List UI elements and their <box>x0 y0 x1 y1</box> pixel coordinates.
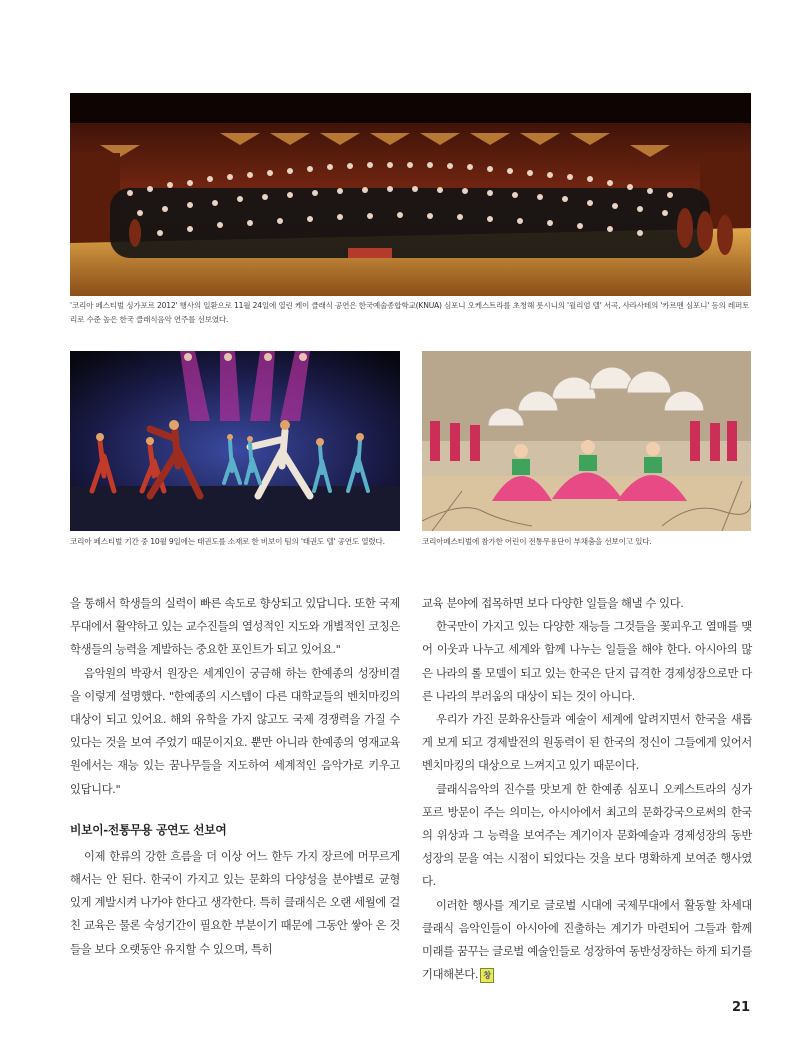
right-column <box>422 592 752 986</box>
right-paragraph-2: 한국만이 가지고 있는 다양한 재능들 그것들을 꽃피우고 열매를 맺어 이웃과 나누고 세계와 함께 나누는 일들을 해야 한다. 아시아의 많은 나라의 롤 모델이 되고 있는 한국은 단지 급격한 경제성장으로만 다른 나라의 부러움의 대상이 되는 것이 아니다. <box>422 620 752 703</box>
orchestra-photo <box>70 93 751 296</box>
end-mark-icon: 창 <box>480 968 494 983</box>
fan-dance-photo <box>422 351 751 531</box>
left-paragraph-1: 을 통해서 학생들의 실력이 빠른 속도로 향상되고 있답니다. 또한 국제무대에서 활약하고 있는 교수진들의 열성적인 지도와 개별적인 코칭은 학생들의 능력을 계발하는 중요한 포인트가 되고 있어요." <box>70 597 400 657</box>
right-paragraph-4: 클래식음악의 진수를 맛보게 한 한예종 심포니 오케스트라의 싱가포르 방문이 주는 의미는, 아시아에서 최고의 문화강국으로써의 한국의 위상과 그 능력을 보여주는 계기이자 문화예술과 경제성장의 동반성장의 문을 여는 시점이 되었다는 것을 보다 명확하게 보여준 행사였다. <box>422 782 752 889</box>
taekwondo-photo <box>70 351 400 531</box>
right-paragraph-5-text: 이러한 행사를 계기로 글로벌 시대에 국제무대에서 활동할 차세대 클래식 음악인들이 아시아에 진출하는 계기가 마련되어 그들과 함께 미래를 꿈꾸는 글로벌 예술인들로 성장하여 동반성장하는 하게 되기를 기대해본다. <box>422 898 752 982</box>
left-column <box>70 592 400 961</box>
right-paragraph-1: 교육 분야에 접목하면 보다 다양한 일들을 해낼 수 있다. <box>422 597 684 610</box>
orchestra-caption: '코리아 페스티벌 싱가포르 2012' 행사의 일환으로 11월 24일에 열린 케이 클래식 공연은 한국예술종합학교(KNUA) 심포니 오케스트라를 초청해 롯시니의 '윌리엄 텔' 서곡, 사라사테의 '카르멘 심포니' 등의 레퍼토리로 수준 높은 한국 클래식음악 연주를 선보였다. <box>70 301 750 324</box>
right-paragraph-3: 우리가 가진 문화유산들과 예술이 세계에 알려지면서 한국을 새롭게 보게 되고 경제발전의 원동력이 된 한국의 정신이 그들에게 있어서 벤치마킹의 대상으로 느껴지고 있기 때문이다. <box>422 713 752 773</box>
left-paragraph-2: 음악원의 박광서 원장은 세계인이 궁금해 하는 한예종의 성장비결을 이렇게 설명했다. "한예종의 시스템이 다른 대학교들의 벤치마킹의 대상이 되고 있어요. 해외 유학을 가지 않고도 국제 경쟁력을 가질 수 있다는 것을 보여 주었기 때문이지요. 뿐만 아니라 한예종의 영재교육원에서는 재능 있는 꿈나무들을 지도하여 세계적인 음악가로 키우고 있답니다." <box>70 666 400 796</box>
fan-dance-caption: 코리아페스티벌에 참가한 어린이 전통무용단이 부채춤을 선보이고 있다. <box>422 537 652 546</box>
right-paragraph-5 <box>422 894 752 987</box>
taekwondo-caption: 코리아 페스티벌 기간 중 10월 9일에는 태권도를 소재로 한 비보이 팀의 '태권도 텔' 공연도 열렸다. <box>70 537 385 546</box>
left-paragraph-3: 이제 한류의 강한 흐름을 더 이상 어느 한두 가지 장르에 머무르게 해서는 안 된다. 한국이 가지고 있는 문화의 다양성을 분야별로 균형 있게 계발시켜 나가야 한다고 생각한다. 특히 클래식은 오랜 세월에 걸친 교육은 물론 숙성기간이 필요한 부분이기 때문에 그동안 쌓아 온 것들을 보다 오랫동안 유지할 수 있으며, 특히 <box>70 849 400 956</box>
page-number: 21 <box>732 1000 751 1015</box>
section-heading: 비보이-전통무용 공연도 선보여 <box>70 822 227 837</box>
